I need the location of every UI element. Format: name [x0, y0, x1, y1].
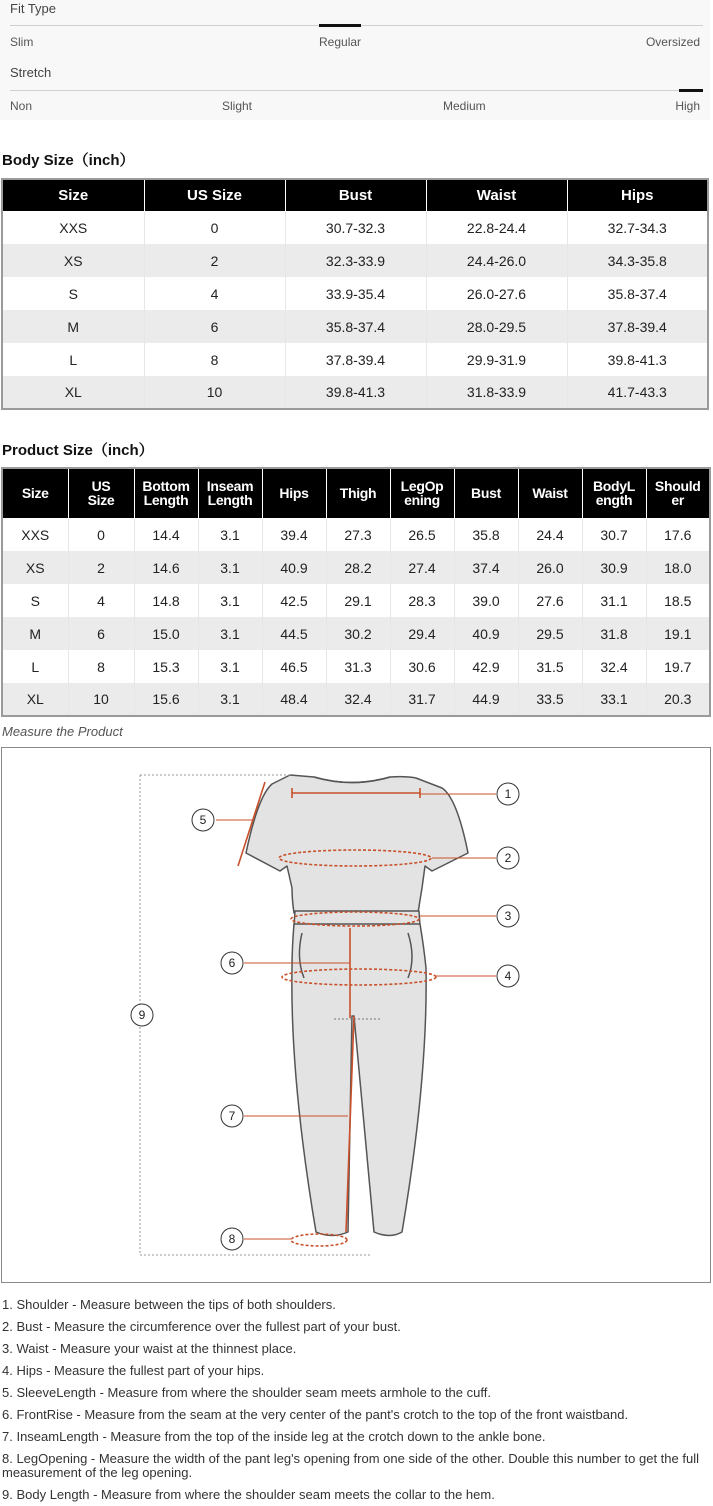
product-col-header-line: er: [671, 492, 685, 509]
product-size-cell: 24.4: [518, 518, 582, 551]
body-size-cell: 37.8-39.4: [567, 310, 708, 343]
product-size-cell: 20.3: [646, 683, 710, 716]
body-size-cell: XXS: [59, 219, 88, 236]
product-size-cell: 18.5: [646, 584, 710, 617]
product-col-header-line: Should: [654, 478, 701, 495]
product-size-cell: 31.3: [326, 650, 390, 683]
body-size-cell: 29.9-31.9: [426, 343, 567, 376]
product-size-cell: 27.4: [390, 551, 454, 584]
body-size-title: Body Size（inch）: [2, 152, 135, 169]
callout-number-1: 1: [504, 787, 512, 801]
note-bust: 2. Bust - Measure the circumference over the fullest part of your bust.: [2, 1319, 401, 1334]
callout-number-4: 4: [504, 969, 512, 983]
stretch-title: Stretch: [10, 65, 52, 80]
body-size-rows: [2, 211, 708, 409]
body-size-cell: 35.8-37.4: [567, 277, 708, 310]
product-size-cell: 30.2: [326, 617, 390, 650]
product-size-cell: XS: [2, 551, 68, 584]
product-size-cell: 27.3: [326, 518, 390, 551]
body-size-cell: S: [68, 285, 78, 302]
body-size-cell: 35.8-37.4: [285, 310, 426, 343]
col-header-waist: Waist: [426, 179, 567, 211]
product-size-cell: 37.4: [454, 551, 518, 584]
product-size-cell: 40.9: [262, 551, 326, 584]
product-size-cell: 15.6: [134, 683, 198, 716]
fit-label-oversized: Oversized: [645, 35, 700, 49]
product-size-cell: 31.8: [582, 617, 646, 650]
product-col-header-line: ength: [595, 492, 633, 509]
product-col-header-line: Thigh: [339, 485, 377, 502]
product-size-cell: 3.1: [198, 683, 262, 716]
product-size-cell: 15.0: [134, 617, 198, 650]
product-size-row: [2, 518, 710, 551]
product-size-cell: 29.4: [390, 617, 454, 650]
body-size-row: [2, 244, 708, 277]
callout-number-7: 7: [228, 1109, 236, 1123]
product-size-cell: 14.8: [134, 584, 198, 617]
product-size-cell: 44.9: [454, 683, 518, 716]
product-size-cell: XL: [2, 683, 68, 716]
product-size-cell: 31.7: [390, 683, 454, 716]
product-col-header: [134, 468, 198, 518]
body-size-cell: 32.7-34.3: [567, 211, 708, 244]
note-sleeve-length: 5. SleeveLength - Measure from where the shoulder seam meets armhole to the cuff.: [2, 1385, 491, 1400]
col-header-hips: Hips: [567, 179, 708, 211]
product-size-row: [2, 617, 710, 650]
body-size-header-row: [2, 179, 708, 211]
product-col-header: [262, 468, 326, 518]
product-col-header: [390, 468, 454, 518]
product-size-cell: 3.1: [198, 650, 262, 683]
note-front-rise: 6. FrontRise - Measure from the seam at the very center of the pant's crotch to the top of the front waistband.: [2, 1407, 629, 1422]
body-size-cell: XL: [2, 376, 144, 409]
product-size-cell: 39.4: [262, 518, 326, 551]
product-size-cell: 48.4: [262, 683, 326, 716]
body-size-cell: 6: [144, 310, 285, 343]
body-size-cell: L: [69, 351, 78, 368]
product-size-row: [2, 551, 710, 584]
measurement-notes: [2, 1294, 707, 1506]
product-size-cell: 3.1: [198, 518, 262, 551]
note-inseam-length: 7. InseamLength - Measure from the top of the inside leg at the crotch down to the ankle bone.: [2, 1429, 546, 1444]
product-size-cell: 8: [68, 650, 134, 683]
product-size-cell: 33.5: [518, 683, 582, 716]
callout-number-3: 3: [504, 909, 512, 923]
fit-type-title: Fit Type: [10, 1, 57, 16]
product-col-header: [518, 468, 582, 518]
product-size-table: [1, 467, 711, 717]
body-size-row: [2, 211, 708, 244]
product-size-cell: 30.9: [582, 551, 646, 584]
col-header-size: Size: [2, 179, 144, 211]
product-col-header-line: LegOp: [400, 478, 444, 495]
body-size-cell: 31.8-33.9: [426, 376, 567, 409]
product-size-cell: 17.6: [646, 518, 710, 551]
body-size-cell: 28.0-29.5: [426, 310, 567, 343]
product-size-cell: 14.4: [134, 518, 198, 551]
col-header-bust: Bust: [285, 179, 426, 211]
product-col-header-line: Bust: [471, 485, 501, 502]
product-size-cell: 27.6: [518, 584, 582, 617]
stretch-track: [10, 90, 703, 91]
col-header-us-size: US Size: [144, 179, 285, 211]
fit-label-slim: Slim: [10, 35, 34, 49]
body-size-cell: 41.7-43.3: [567, 376, 708, 409]
product-size-cell: M: [2, 617, 68, 650]
product-col-header-line: Size: [87, 492, 115, 509]
product-size-cell: 6: [68, 617, 134, 650]
product-size-cell: 4: [68, 584, 134, 617]
callout-number-2: 2: [504, 851, 512, 865]
product-col-header-line: Bottom: [142, 478, 190, 495]
fit-label-regular: Regular: [319, 35, 362, 49]
product-col-header-line: BodyL: [592, 478, 636, 495]
product-size-cell: 0: [68, 518, 134, 551]
body-size-cell: 34.3-35.8: [567, 244, 708, 277]
product-size-cell: L: [31, 658, 40, 675]
product-size-cell: 32.4: [326, 683, 390, 716]
body-size-cell: 10: [144, 376, 285, 409]
product-size-row: [2, 584, 710, 617]
stretch-label-medium: Medium: [443, 99, 486, 113]
product-col-header-line: US: [91, 478, 111, 495]
body-size-cell: 37.8-39.4: [285, 343, 426, 376]
product-col-header-line: Length: [207, 492, 253, 509]
body-size-cell: XS: [2, 244, 144, 277]
product-size-cell: 29.5: [518, 617, 582, 650]
body-size-cell: 8: [144, 343, 285, 376]
product-col-header: [646, 468, 710, 518]
product-col-header-line: Length: [143, 492, 189, 509]
product-size-row: [2, 650, 710, 683]
product-size-cell: 3.1: [198, 584, 262, 617]
body-size-cell: 30.7-32.3: [285, 211, 426, 244]
product-size-cell: 32.4: [582, 650, 646, 683]
body-size-cell: 24.4-26.0: [426, 244, 567, 277]
fit-type-marker: [319, 24, 361, 27]
body-size-row: [2, 343, 708, 376]
product-size-cell: 42.9: [454, 650, 518, 683]
product-size-cell: 18.0: [646, 551, 710, 584]
leg-opening-line: [291, 1234, 347, 1246]
body-size-cell: 33.9-35.4: [285, 277, 426, 310]
product-size-cell: S: [30, 592, 40, 609]
product-col-header: [68, 468, 134, 518]
product-size-cell: XXS: [21, 526, 50, 543]
note-leg-opening: 8. LegOpening - Measure the width of the pant leg's opening from one side of the other. Double this number to get the full measurement of the leg opening.: [2, 1451, 699, 1480]
body-size-cell: 39.8-41.3: [285, 376, 426, 409]
body-size-cell: 2: [144, 244, 285, 277]
product-size-cell: 19.1: [646, 617, 710, 650]
product-size-title: Product Size（inch）: [2, 442, 154, 459]
product-size-cell: 19.7: [646, 650, 710, 683]
stretch-marker: [679, 89, 703, 92]
product-size-cell: 3.1: [198, 551, 262, 584]
product-size-cell: 30.6: [390, 650, 454, 683]
callout-number-6: 6: [228, 956, 236, 970]
measure-diagram: [1, 747, 711, 1283]
product-size-cell: 35.8: [454, 518, 518, 551]
note-body-length: 9. Body Length - Measure from where the shoulder seam meets the collar to the hem.: [2, 1487, 495, 1502]
body-size-cell: 0: [144, 211, 285, 244]
product-size-rows: [2, 518, 710, 716]
jumpsuit-outline: [246, 775, 468, 1236]
product-col-header: [2, 468, 68, 518]
product-col-header-line: Size: [21, 485, 49, 502]
product-size-row: [2, 683, 710, 716]
product-col-header: [198, 468, 262, 518]
product-size-cell: 42.5: [262, 584, 326, 617]
product-size-cell: 3.1: [198, 617, 262, 650]
callout-number-9: 9: [138, 1008, 146, 1022]
fit-panel: [0, 0, 710, 120]
product-size-cell: 28.2: [326, 551, 390, 584]
product-size-cell: 31.1: [582, 584, 646, 617]
product-col-header-line: Inseam: [206, 478, 254, 495]
product-size-cell: 10: [68, 683, 134, 716]
product-col-header: [326, 468, 390, 518]
measure-title: Measure the Product: [2, 724, 123, 739]
product-size-cell: 44.5: [262, 617, 326, 650]
product-size-cell: 2: [68, 551, 134, 584]
product-col-header: [454, 468, 518, 518]
product-size-cell: 40.9: [454, 617, 518, 650]
body-size-cell: 22.8-24.4: [426, 211, 567, 244]
product-size-cell: 33.1: [582, 683, 646, 716]
product-size-cell: 14.6: [134, 551, 198, 584]
note-shoulder: 1. Shoulder - Measure between the tips of both shoulders.: [2, 1297, 336, 1312]
product-size-cell: 31.5: [518, 650, 582, 683]
product-size-cell: 26.0: [518, 551, 582, 584]
note-waist: 3. Waist - Measure your waist at the thinnest place.: [2, 1341, 297, 1356]
body-size-row: [2, 277, 708, 310]
body-size-cell: 39.8-41.3: [567, 343, 708, 376]
product-size-header-row: [2, 468, 710, 518]
body-size-cell: 26.0-27.6: [426, 277, 567, 310]
body-size-cell: 32.3-33.9: [285, 244, 426, 277]
stretch-label-high: High: [675, 99, 700, 113]
body-size-cell: M: [2, 310, 144, 343]
callout-number-5: 5: [199, 813, 207, 827]
product-col-header-line: Hips: [279, 485, 309, 502]
product-size-cell: 39.0: [454, 584, 518, 617]
callout-number-8: 8: [228, 1232, 236, 1246]
product-size-cell: 46.5: [262, 650, 326, 683]
product-size-cell: 30.7: [582, 518, 646, 551]
jumpsuit-illustration: [2, 748, 710, 1282]
product-col-header-line: ening: [404, 492, 440, 509]
product-col-header-line: Waist: [532, 485, 568, 502]
stretch-label-non: Non: [10, 99, 33, 113]
body-size-row: [2, 376, 708, 409]
product-size-cell: 26.5: [390, 518, 454, 551]
body-size-table: [1, 178, 709, 410]
product-size-cell: 15.3: [134, 650, 198, 683]
body-size-cell: 4: [144, 277, 285, 310]
body-size-row: [2, 310, 708, 343]
note-hips: 4. Hips - Measure the fullest part of your hips.: [2, 1363, 265, 1378]
product-size-cell: 28.3: [390, 584, 454, 617]
stretch-label-slight: Slight: [222, 99, 253, 113]
product-col-header: [582, 468, 646, 518]
product-size-cell: 29.1: [326, 584, 390, 617]
